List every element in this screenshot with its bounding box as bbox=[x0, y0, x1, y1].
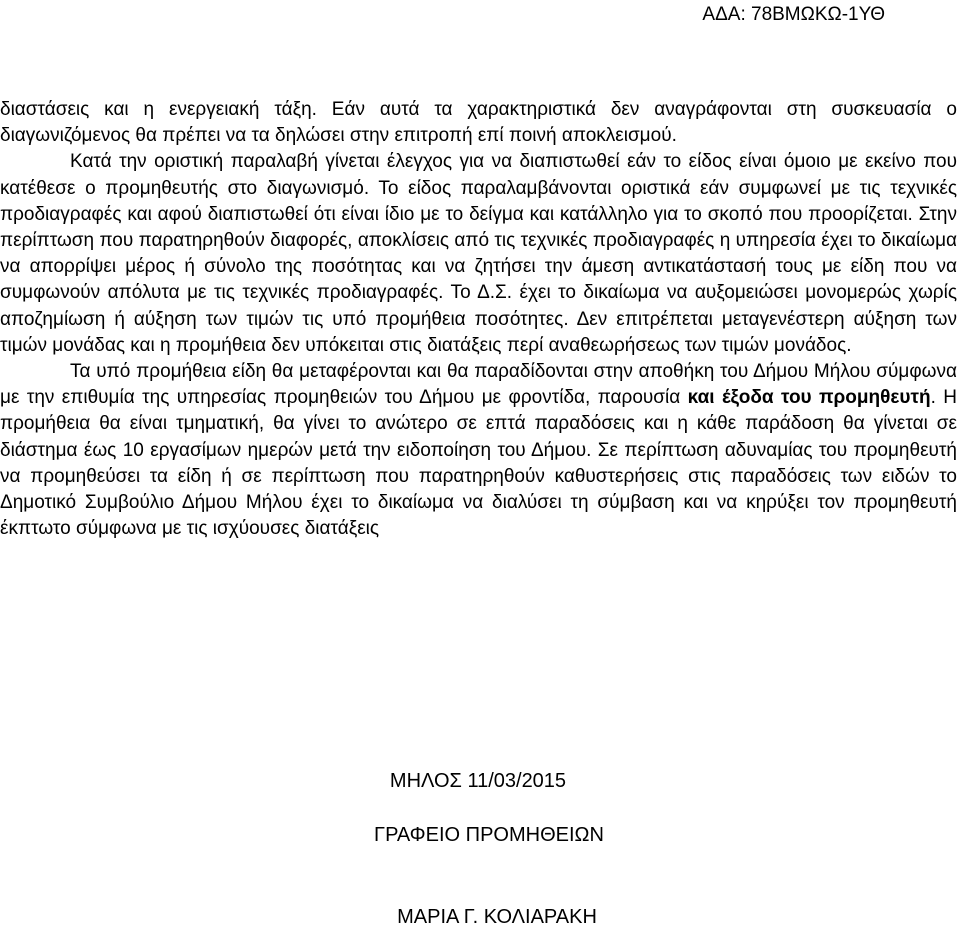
signature-name: ΜΑΡΙΑ Γ. ΚΟΛΙΑΡΑΚΗ bbox=[397, 906, 597, 928]
paragraph-delivery-part1: Τα υπό προμήθεια είδη θα μεταφέρονται και θα παραδίδονται στην αποθήκη του Δήμου Μήλου σύμφωνα με την επιθυμία της υπηρεσίας προμηθειών του Δήμου με φροντίδα, παρουσία bbox=[0, 361, 957, 409]
paragraph-delivery-bold: και έξοδα του προμηθευτή bbox=[687, 387, 931, 409]
document-body bbox=[0, 97, 957, 542]
ada-code: ΑΔΑ: 78ΒΜΩΚΩ-1ΥΘ bbox=[702, 4, 885, 25]
paragraph-delivery bbox=[0, 359, 957, 542]
paragraph-dimensions: διαστάσεις και η ενεργειακή τάξη. Εάν αυτά τα χαρακτηριστικά δεν αναγράφονται στη συσκευασία ο διαγωνιζόμενος θα πρέπει να τα δηλώσει στην επιτροπή επί ποινή αποκλεισμού. bbox=[0, 99, 957, 147]
signature-office: ΓΡΑΦΕΙΟ ΠΡΟΜΗΘΕΙΩΝ bbox=[374, 824, 604, 846]
signature-place-date: ΜΗΛΟΣ 11/03/2015 bbox=[389, 770, 567, 792]
paragraph-delivery-part2: . Η προμήθεια θα είναι τμηματική, θα γίνει το ανώτερο σε επτά παραδόσεις και η κάθε παράδοση θα γίνεται σε διάστημα έως 10 εργασίμων ημερών μετά την ειδοποίηση του Δήμου. Σε περίπτωση αδυναμίας του προμηθευτή να προμηθεύσει τα είδη ή σε περίπτωση που παρατηρηθούν καθυστερήσεις στις παραδόσεις των ειδών το Δημοτικό Συμβούλιο Δήμου Μήλου έχει το δικαίωμα να διαλύσει τη σύμβαση και να κηρύξει τον προμηθευτή έκπτωτο σύμφωνα με τις ισχύουσες διατάξεις bbox=[0, 387, 958, 540]
paragraph-final-acceptance: Κατά την οριστική παραλαβή γίνεται έλεγχος για να διαπιστωθεί εάν το είδος είναι όμοιο με εκείνο που κατέθεσε ο προμηθευτής στο διαγωνισμό. Το είδος παραλαμβάνονται οριστικά εάν συμφωνεί με τις τεχνικές προδιαγραφές και αφού διαπιστωθεί ότι είναι ίδιο με το δείγμα και κατάλληλο για το σκοπό που προορίζεται. Στην περίπτωση που παρατηρηθούν διαφορές, αποκλίσεις από τις τεχνικές προδιαγραφές η υπηρεσία έχει το δικαίωμα να απορρίψει μέρος ή σύνολο της ποσότητας και να ζητήσει την άμεση αντικατάστασή τους με είδη που να συμφωνούν απόλυτα με τις τεχνικές προδιαγραφές. Το Δ.Σ. έχει το δικαίωμα να αυξομειώσει μονομερώς χωρίς αποζημίωση ή αύξηση των τιμών τις υπό προμήθεια ποσότητες. Δεν επιτρέπεται μεταγενέστερη αύξηση των τιμών μονάδας και η προμήθεια δεν υπόκειται στις διατάξεις περί αναθεωρήσεως των τιμών μονάδος. bbox=[0, 151, 957, 356]
